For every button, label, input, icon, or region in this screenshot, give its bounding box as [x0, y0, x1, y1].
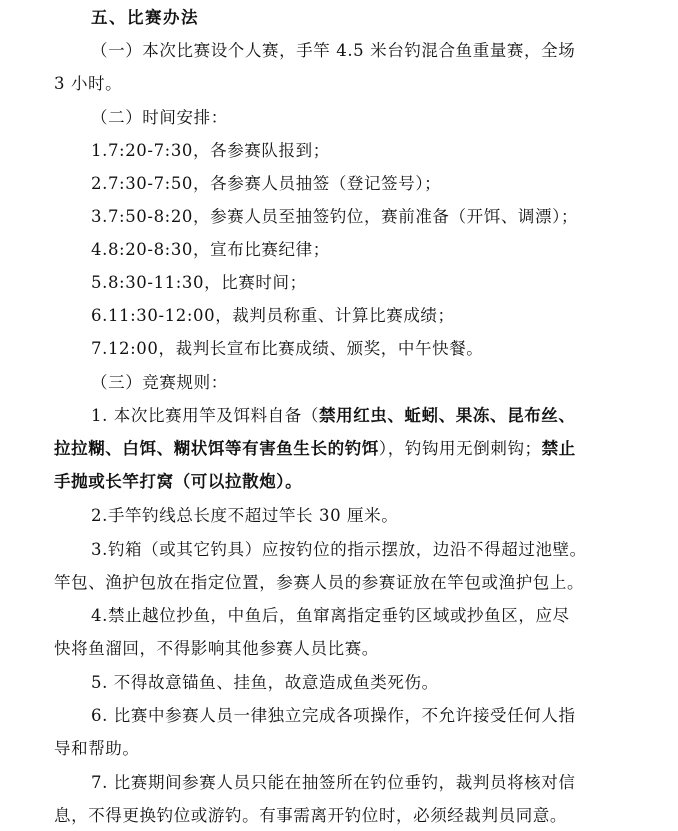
rule-1-text: 1. 本次比赛用竿及饵料自备（: [91, 406, 319, 425]
schedule-item: 1.7:20-7:30，各参赛队报到；: [91, 141, 330, 160]
schedule-heading: （二）时间安排：: [91, 108, 228, 127]
rule-3-line-2: 竿包、渔护包放在指定位置，参赛人员的参赛证放在竿包或渔护包上。: [54, 573, 585, 592]
schedule-item: 7.12:00，裁判长宣布比赛成绩、颁奖，中午快餐。: [91, 339, 484, 358]
rules-heading: （三）竞赛规则：: [91, 373, 228, 392]
rule-5: 5. 不得故意锚鱼、挂鱼，故意造成鱼类死伤。: [91, 673, 439, 692]
rule-3-line-1: 3.钓箱（或其它钓具）应按钓位的指示摆放，边沿不得超过池壁。: [91, 540, 587, 559]
intro-line-1: （一）本次比赛设个人赛，手竿 4.5 米台钓混合鱼重量赛，全场: [91, 41, 576, 60]
schedule-item: 4.8:20-8:30，宣布比赛纪律；: [91, 240, 330, 259]
rule-1-banned-bait: 禁用红虫、蚯蚓、果冻、昆布丝、: [319, 406, 576, 425]
rule-4-line-2: 快将鱼溜回，不得影响其他参赛人员比赛。: [54, 639, 379, 658]
intro-line-2: 3 小时。: [54, 74, 123, 93]
rule-7-line-2: 息，不得更换钓位或游钓。有事需离开钓位时，必须经裁判员同意。: [54, 806, 567, 825]
rule-1-line-3: 手抛或长竿打窝（可以拉散炮）。: [54, 472, 303, 491]
rule-6-line-1: 6. 比赛中参赛人员一律独立完成各项操作，不允许接受任何人指: [91, 706, 576, 725]
schedule-item: 5.8:30-11:30，比赛时间；: [91, 273, 307, 292]
rule-7-line-1: 7. 比赛期间参赛人员只能在抽签所在钓位垂钓，裁判员将核对信: [91, 773, 576, 792]
rule-1-banned-bait: 拉拉糊、白饵、糊状饵等有害鱼生长的钓饵: [54, 439, 379, 458]
schedule-item: 3.7:50-8:20，参赛人员至抽签钓位，赛前准备（开饵、调漂）；: [91, 207, 579, 226]
rule-2: 2.手竿钓线总长度不超过竿长 30 厘米。: [91, 506, 399, 525]
schedule-item: 6.11:30-12:00，裁判员称重、计算比赛成绩；: [91, 306, 455, 325]
rule-1-line-2: [54, 437, 576, 461]
section-title: 五、比赛办法: [91, 8, 199, 27]
rule-6-line-2: 导和帮助。: [54, 739, 140, 758]
rule-4-line-1: 4.禁止越位抄鱼，中鱼后，鱼窜离指定垂钓区域或抄鱼区，应尽: [91, 606, 570, 625]
schedule-item: 2.7:30-7:50，各参赛人员抽签（登记签号）；: [91, 174, 442, 193]
rule-1-line-1: [91, 404, 576, 428]
rule-1-prohibition: 禁止: [541, 439, 576, 458]
rule-1-text: ），钓钩用无倒刺钩；: [378, 439, 542, 458]
